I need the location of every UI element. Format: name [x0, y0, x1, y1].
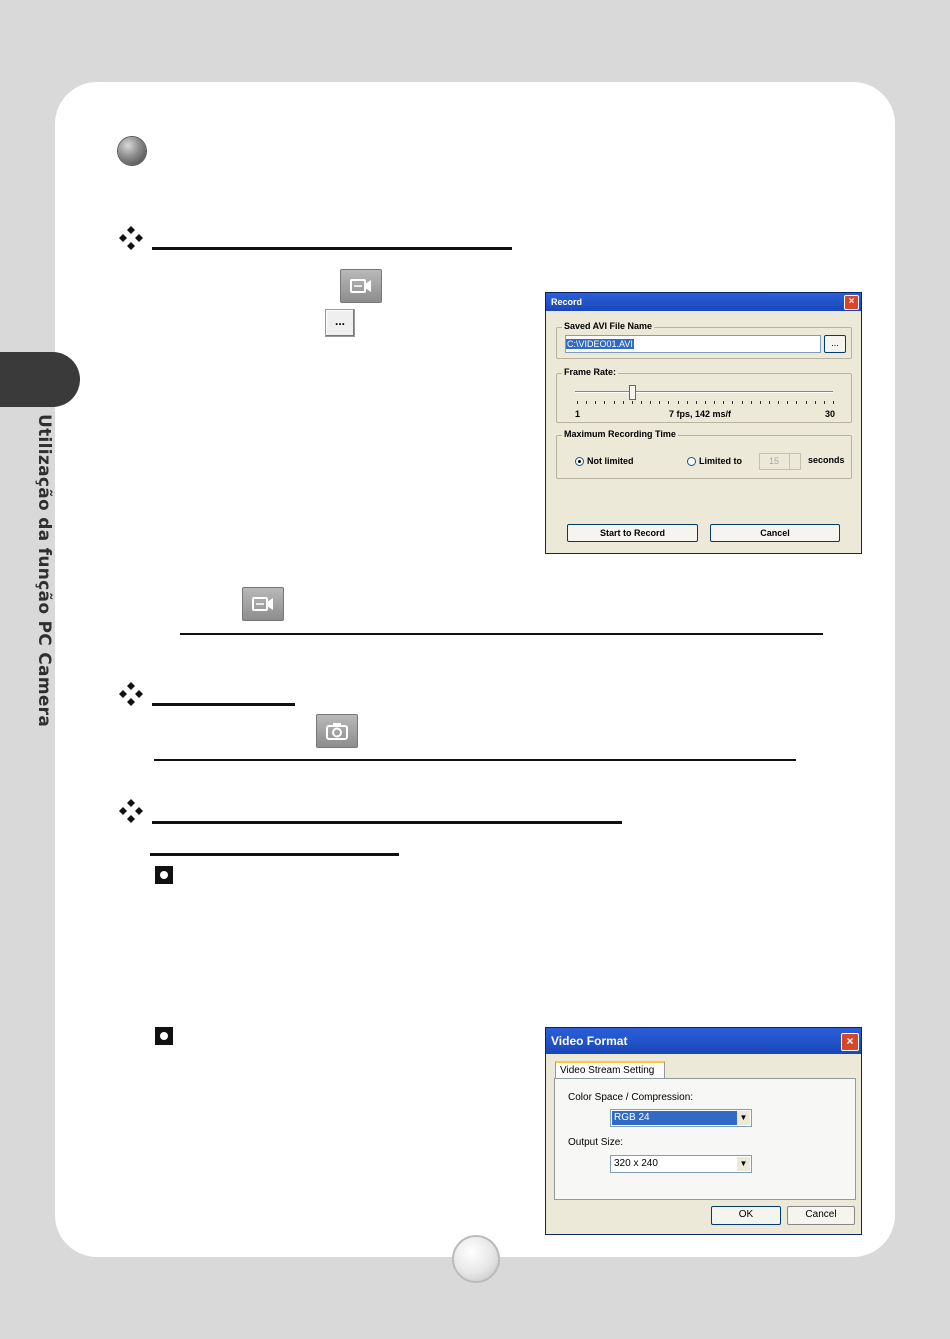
ok-button[interactable]: OK	[711, 1206, 781, 1225]
video-format-titlebar	[546, 1028, 861, 1054]
video-format-dialog	[545, 1027, 862, 1235]
text-rule	[154, 759, 796, 761]
slider-tick	[632, 401, 633, 404]
seconds-label: seconds	[808, 455, 845, 465]
record-video-button[interactable]	[340, 269, 382, 303]
slider-tick	[623, 401, 624, 404]
slider-tick	[732, 401, 733, 404]
subheading-rule	[150, 853, 399, 856]
limited-to-label: Limited to	[699, 456, 742, 466]
slider-tick	[806, 401, 807, 404]
slider-tick	[595, 401, 596, 404]
page-number-badge	[452, 1235, 500, 1283]
slider-tick	[668, 401, 669, 404]
slider-tick	[742, 401, 743, 404]
video-camera-icon	[349, 277, 373, 295]
text-rule	[180, 633, 823, 635]
not-limited-radio[interactable]	[575, 457, 584, 466]
record-dialog	[545, 292, 862, 554]
heading-rule	[152, 703, 295, 706]
slider-tick	[687, 401, 688, 404]
max-time-group	[556, 429, 852, 479]
heading-rule	[152, 247, 512, 250]
browse-button-inline[interactable]: ...	[325, 309, 355, 337]
limit-seconds-value: 15	[769, 456, 780, 466]
close-icon[interactable]: ×	[841, 1033, 859, 1051]
slider-tick	[714, 401, 715, 404]
slider-tick	[696, 401, 697, 404]
saved-file-group-label: Saved AVI File Name	[564, 321, 653, 331]
frame-rate-slider-thumb[interactable]	[629, 385, 636, 400]
diamond-bullet-icon	[118, 681, 144, 707]
diamond-bullet-icon	[118, 798, 144, 824]
format-cancel-button[interactable]: Cancel	[787, 1206, 855, 1225]
frame-rate-track	[575, 391, 833, 393]
slider-tick	[824, 401, 825, 404]
slider-min-label: 1	[575, 409, 581, 419]
file-name-value: C:\VIDEO01.AVI	[567, 339, 633, 349]
slider-tick	[577, 401, 578, 404]
file-name-input[interactable]	[565, 335, 821, 353]
video-format-title: Video Format	[551, 1034, 628, 1048]
camera-snapshot-icon	[325, 721, 349, 741]
snapshot-button[interactable]	[316, 714, 358, 748]
slider-tick	[641, 401, 642, 404]
section-sphere-icon	[118, 137, 146, 165]
saved-file-group	[556, 321, 852, 359]
chevron-down-icon[interactable]: ▼	[737, 1111, 750, 1125]
slider-tick	[723, 401, 724, 404]
slider-tick	[678, 401, 679, 404]
slider-tick	[604, 401, 605, 404]
frame-rate-group	[556, 367, 852, 423]
video-camera-icon	[251, 595, 275, 613]
slider-tick	[787, 401, 788, 404]
not-limited-label: Not limited	[587, 456, 634, 466]
chevron-down-icon[interactable]: ▼	[737, 1157, 750, 1171]
slider-tick	[586, 401, 587, 404]
slider-tick	[751, 401, 752, 404]
spinner-arrows-icon[interactable]	[789, 454, 800, 469]
frame-rate-group-label: Frame Rate:	[564, 367, 617, 377]
start-record-button[interactable]: Start to Record	[567, 524, 698, 542]
slider-max-label: 30	[825, 409, 836, 419]
output-size-select[interactable]	[610, 1155, 752, 1173]
slider-tick	[796, 401, 797, 404]
record-dialog-title: Record	[551, 297, 583, 307]
diamond-bullet-icon	[118, 225, 144, 251]
square-bullet-icon	[155, 866, 173, 884]
record-dialog-titlebar	[546, 293, 861, 311]
slider-tick	[760, 401, 761, 404]
square-bullet-icon	[155, 1027, 173, 1045]
color-space-select[interactable]	[610, 1109, 752, 1127]
tab-panel	[554, 1078, 856, 1200]
max-time-group-label: Maximum Recording Time	[564, 429, 676, 439]
slider-tick	[614, 401, 615, 404]
color-space-label: Color Space / Compression:	[568, 1092, 694, 1103]
slider-tick	[659, 401, 660, 404]
slider-tick	[705, 401, 706, 404]
slider-tick	[650, 401, 651, 404]
close-icon[interactable]: ×	[844, 295, 859, 310]
output-size-value: 320 x 240	[614, 1158, 658, 1169]
browse-button[interactable]: ...	[824, 335, 846, 353]
slider-tick	[769, 401, 770, 404]
chapter-tab	[0, 352, 80, 407]
slider-tick	[778, 401, 779, 404]
output-size-label: Output Size:	[568, 1137, 624, 1148]
limited-to-radio[interactable]	[687, 457, 696, 466]
frame-rate-ticks	[577, 401, 833, 405]
record-cancel-button[interactable]: Cancel	[710, 524, 840, 542]
slider-tick	[833, 401, 834, 404]
slider-tick	[815, 401, 816, 404]
chapter-side-label: Utilização da função PC Camera	[34, 414, 54, 728]
color-space-value: RGB 24	[612, 1111, 738, 1125]
tab-video-stream-setting[interactable]: Video Stream Setting	[555, 1061, 665, 1080]
heading-rule	[152, 821, 622, 824]
slider-value-label: 7 fps, 142 ms/f	[669, 409, 732, 419]
stop-video-button[interactable]	[242, 587, 284, 621]
limit-seconds-spinner[interactable]	[759, 453, 801, 470]
